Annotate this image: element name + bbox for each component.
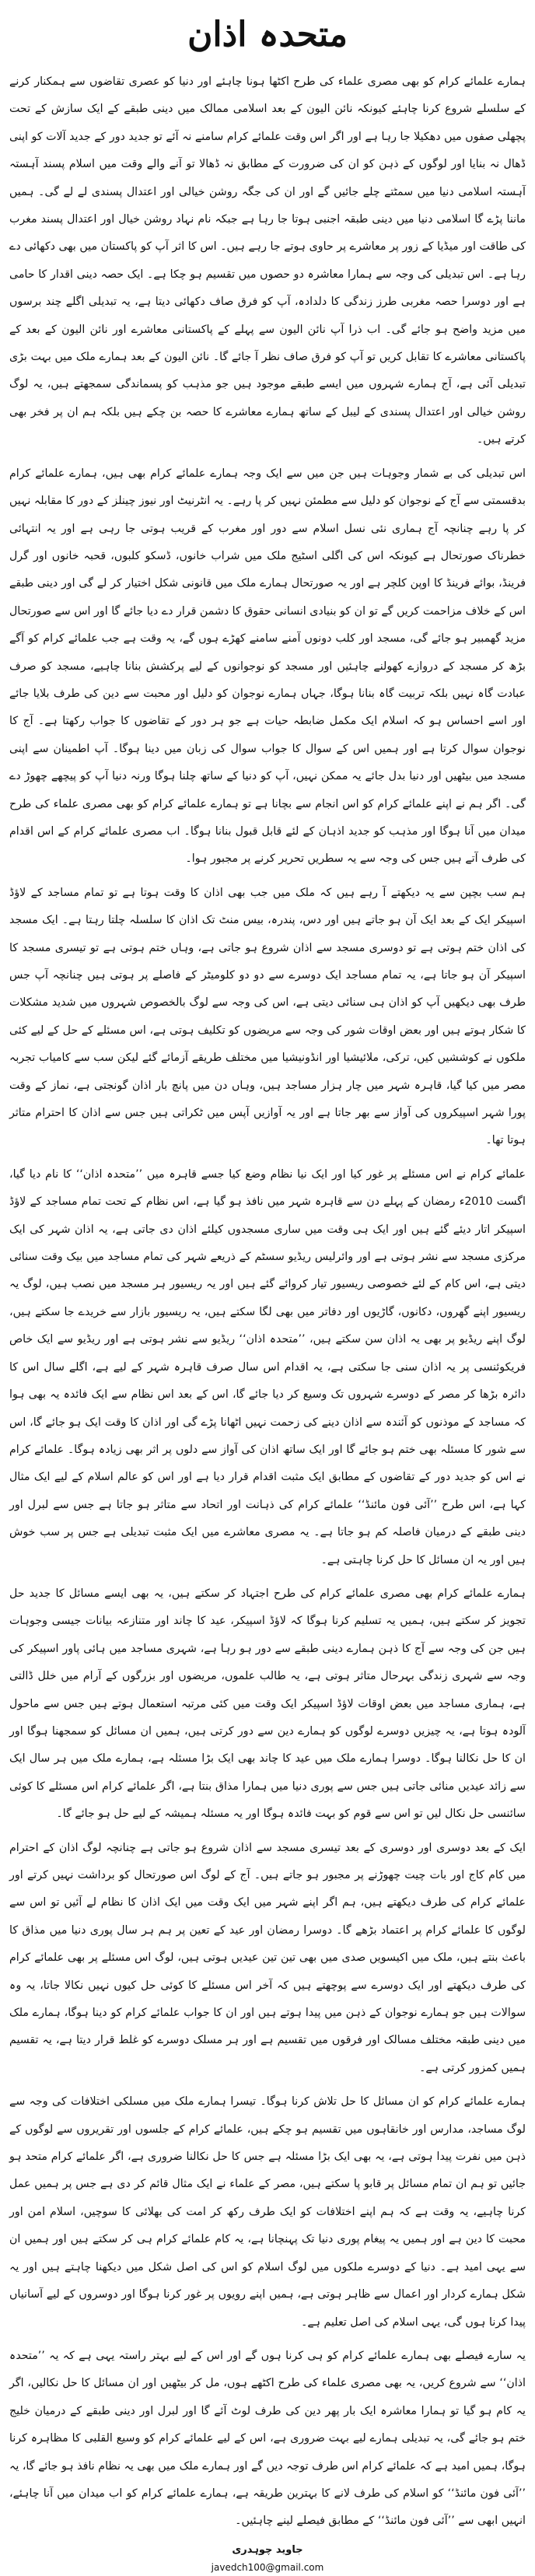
paragraph-7: ہمارے علمائے کرام کو ان مسائل کا حل تلاش کرنا ہوگا۔ تیسرا ہمارے ملک میں مسلکی اختلافات کی وجہ سے لوگ مساجد، مدارس اور خانقاہوں میں تقسیم ہو چکے ہیں، علمائے کرام کے جلسوں اور تقریروں سے لوگوں کے ذہن میں نفرت پیدا ہوتی ہے، یہ بھی ایک بڑا مسئلہ ہے جس کا حل نکالنا ضروری ہے، اگر علمائے کرام متحد ہو جائیں تو ہم ان تمام مسائل پر قابو پا سکتے ہیں، مصر کے علماء نے ایک مثال قائم کر دی ہے جس پر ہمیں عمل کرنا چاہیے، یہ وقت ہے کہ ہم اپنے اختلافات کو ایک طرف رکھ کر امت کی بھلائی کا سوچیں، اسلام امن اور محبت کا دین ہے اور ہمیں یہ پیغام پوری دنیا تک پہنچانا ہے، یہ کام علمائے کرام ہی کر سکتے ہیں اور ہمیں ان سے یہی امید ہے۔ دنیا کے دوسرے ملکوں میں لوگ اسلام کو اس کی اصل شکل میں دیکھنا چاہتے ہیں اور یہ شکل ہمارے کردار اور اعمال سے ظاہر ہوتی ہے، ہمیں اپنے رویوں پر غور کرنا ہوگا اور دوسروں کے لیے آسانیاں پیدا کرنا ہوں گی، یہی اسلام کی اصل تعلیم ہے۔ — [9, 2095, 526, 2329]
paragraph-4: علمائے کرام نے اس مسئلے پر غور کیا اور ایک نیا نظام وضع کیا جسے قاہرہ میں ’’متحدہ اذان‘‘ کا نام دیا گیا، اگست 2010ء رمضان کے پہلے دن سے قاہرہ شہر میں نافذ ہو گیا ہے، اس نظام کے تحت تمام مساجد کے لاؤڈ اسپیکر اتار دیئے گئے ہیں اور ایک ہی وقت میں ساری مسجدوں کیلئے اذان دی جاتی ہے، یہ اذان شہر کی ایک مرکزی مسجد سے نشر ہوتی ہے اور وائرلیس ریڈیو سسٹم کے ذریعے شہر کی تمام مساجد میں بیک وقت سنائی دیتی ہے، اس کام کے لئے خصوصی ریسیور تیار کروائے گئے ہیں اور یہ ریسیور ہر مسجد میں نصب ہیں، لوگ یہ ریسیور اپنے گھروں، دکانوں، گاڑیوں اور دفاتر میں بھی لگا سکتے ہیں، یہ ریسیور بازار سے خریدے جا سکتے ہیں، لوگ اپنے ریڈیو پر بھی یہ اذان سن سکتے ہیں، ’’متحدہ اذان‘‘ ریڈیو سے نشر ہوتی ہے اور ریڈیو سے ایک خاص فریکوئنسی پر یہ اذان سنی جا سکتی ہے، یہ اقدام اس سال صرف قاہرہ شہر کے لیے ہے، اگلے سال اس کا دائرہ بڑھا کر مصر کے دوسرے شہروں تک وسیع کر دیا جائے گا، اس کے بعد اس نظام سے ایک فائدہ یہ بھی ہوا کہ مساجد کے موذنوں کو آئندہ سے اذان دینے کی زحمت نہیں اٹھانا پڑے گی اور اذان کا وقت ایک ہو جائے گا، اس سے شور کا مسئلہ بھی ختم ہو جائے گا اور ایک ساتھ اذان کی آواز سے دلوں پر اثر بھی زیادہ ہوگا۔ علمائے کرام نے اس کو جدید دور کے تقاضوں کے مطابق ایک مثبت اقدام قرار دیا ہے اور اس کو عالم اسلام کے لیے ایک مثال کہا ہے، اس طرح ’’آئی فون مائنڈ‘‘ علمائے کرام کی ذہانت اور اتحاد سے متاثر ہو جاتا ہے جس سے لبرل اور دینی طبقے کے درمیان فاصلہ کم ہو جاتا ہے۔ یہ مصری معاشرے میں ایک مثبت تبدیلی ہے جس پر سب خوش ہیں اور یہ ان مسائل کا حل کرنا چاہتی ہے۔ — [9, 1167, 526, 1566]
column-title: متحدہ اذان — [187, 14, 348, 54]
paragraph-3: ہم سب بچپن سے یہ دیکھتے آ رہے ہیں کہ ملک میں جب بھی اذان کا وقت ہوتا ہے تو تمام مساجد کے لاؤڈ اسپیکر ایک کے بعد ایک آن ہو جاتے ہیں اور دس، پندرہ، بیس منٹ تک اذان کا سلسلہ چلتا رہتا ہے۔ ایک مسجد کی اذان ختم ہوتی ہے تو دوسری مسجد سے اذان شروع ہو جاتی ہے، وہاں ختم ہوتی ہے تو تیسری مسجد کا اسپیکر آن ہو جاتا ہے، یہ تمام مساجد ایک دوسرے سے دو دو کلومیٹر کے فاصلے پر ہوتی ہیں چنانچہ آپ جس طرف بھی دیکھیں آپ کو اذان ہی سنائی دیتی ہے، اس کی وجہ سے لوگ بالخصوص شہروں میں شدید مشکلات کا شکار ہوتے ہیں اور بعض اوقات شور کی وجہ سے مریضوں کو تکلیف ہوتی ہے، اس مسئلے کے حل کے لیے کئی ملکوں نے کوششیں کیں، ترکی، ملائیشیا اور انڈونیشیا میں مختلف طریقے آزمائے گئے لیکن سب سے کامیاب تجربہ مصر میں کیا گیا، قاہرہ شہر میں چار ہزار مساجد ہیں، وہاں دن میں پانچ بار اذان گونجتی ہے، نماز کے وقت پورا شہر اسپیکروں کی آواز سے بھر جاتا ہے اور یہ آوازیں آپس میں ٹکراتی ہیں جس سے اذان کا احترام متاثر ہوتا تھا۔ — [9, 886, 526, 1147]
author-name: جاوید چوہدری — [232, 2543, 303, 2556]
paragraph-6: ایک کے بعد دوسری اور دوسری کے بعد تیسری مسجد سے اذان شروع ہو جاتی ہے چنانچہ لوگ اذان کے احترام میں کام کاج اور بات چیت چھوڑنے پر مجبور ہو جاتے ہیں۔ آج کے لوگ اس صورتحال کو برداشت نہیں کرتے اور علمائے کرام کی طرف دیکھتے ہیں، ہم اگر اپنے شہر میں ایک وقت میں ایک اذان کا نظام لے آئیں تو اس سے لوگوں کا علمائے کرام پر اعتماد بڑھے گا۔ دوسرا رمضان اور عید کے تعین پر ہم ہر سال پوری دنیا میں مذاق کا باعث بنتے ہیں، ملک میں اکیسویں صدی میں بھی تین تین عیدیں ہوتی ہیں، لوگ اس مسئلے پر بھی علمائے کرام کی طرف دیکھتے اور ایک دوسرے سے پوچھتے ہیں کہ آخر اس مسئلے کا کوئی حل کیوں نہیں نکالا جاتا، یہ وہ سوالات ہیں جو ہمارے نوجوان کے ذہن میں پیدا ہوتے ہیں اور ان کا جواب علمائے کرام کو دینا ہوگا، ہمارے ملک میں دینی طبقہ مختلف مسالک اور فرقوں میں تقسیم ہے اور ہر مسلک دوسرے کو غلط قرار دیتا ہے، یہ تقسیم ہمیں کمزور کرتی ہے۔ — [9, 1841, 526, 2074]
author-email[interactable]: javedch100@gmail.com — [211, 2561, 324, 2573]
paragraph-8: یہ سارے فیصلے بھی ہمارے علمائے کرام کو ہی کرنا ہوں گے اور اس کے لیے بہتر راستہ یہی ہے کہ یہ ’’متحدہ اذان‘‘ سے شروع کریں، یہ بھی مصری علماء کی طرح اکٹھے ہوں، مل کر بیٹھیں اور ان مسائل کا حل نکالیں، اگر یہ کام ہو گیا تو ہمارا معاشرہ ایک بار پھر دین کی طرف لوٹ آئے گا اور لبرل اور دینی طبقے کے درمیان خلیج ختم ہو جائے گی، یہ تبدیلی ہمارے لیے بہت ضروری ہے، اس کے لیے علمائے کرام کو وسیع القلبی کا مظاہرہ کرنا ہوگا، ہمیں امید ہے کہ علمائے کرام اس طرف توجہ دیں گے اور ہمارے ملک میں بھی یہ نظام نافذ ہو جائے گا، یہ ’’آئی فون مائنڈ‘‘ کو اسلام کی طرف لانے کا بہترین طریقہ ہے، ہمارے علمائے کرام کو اب میدان میں آنا چاہئے، انہیں ابھی سے ’’آئی فون مائنڈ‘‘ کے مطابق فیصلے لینے چاہئیں۔ — [9, 2349, 526, 2528]
author-signature — [9, 2542, 526, 2576]
paragraph-5: ہمارے علمائے کرام بھی مصری علمائے کرام کی طرح اجتہاد کر سکتے ہیں، یہ بھی ایسے مسائل کا جدید حل تجویز کر سکتے ہیں، ہمیں یہ تسلیم کرنا ہوگا کہ لاؤڈ اسپیکر، عید کا چاند اور متنازعہ بیانات جیسی وجوہات ہیں جن کی وجہ سے آج کا ذہن ہمارے دینی طبقے سے دور ہو رہا ہے، شہری مساجد میں ہائی پاور اسپیکر کی وجہ سے شہری زندگی بہرحال متاثر ہوتی ہے، یہ طالب علموں، مریضوں اور بزرگوں کے آرام میں خلل ڈالتی ہے، ہماری مساجد میں بعض اوقات لاؤڈ اسپیکر ایک وقت میں کئی مرتبہ استعمال ہوتے ہیں جس سے ماحول آلودہ ہوتا ہے، یہ چیزیں دوسرے لوگوں کو ہمارے دین سے دور کرتی ہیں، ہمیں ان مسائل کو سمجھنا ہوگا اور ان کا حل نکالنا ہوگا۔ دوسرا ہمارے ملک میں عید کا چاند بھی ایک بڑا مسئلہ ہے، ہمارے ملک میں ہر سال ایک سے زائد عیدیں منائی جاتی ہیں جس سے پوری دنیا میں ہمارا مذاق بنتا ہے، اگر علمائے کرام اس مسئلے کا کوئی سائنسی حل نکال لیں تو اس سے قوم کو بہت فائدہ ہوگا اور یہ مسئلہ ہمیشہ کے لیے حل ہو جائے گا۔ — [9, 1587, 526, 1821]
paragraph-1: ہمارے علمائے کرام کو بھی مصری علماء کی طرح اکٹھا ہونا چاہئے اور دنیا کو عصری تقاضوں سے ہمکنار کرنے کے سلسلے شروع کرنا چاہئے کیونکہ نائن الیون کے بعد اسلامی ممالک میں دینی طبقے کے ایک سازش کے تحت پچھلی صفوں میں دھکیلا جا رہا ہے اور اگر اس وقت علمائے کرام سامنے نہ آئے تو جدید دور کے جدید آلات کو اپنی ڈھال نہ بنایا اور لوگوں کے ذہن کو ان کی ضرورت کے مطابق نہ ڈھالا تو آنے والے وقت میں اسلام پسند آہستہ آہستہ اسلامی دنیا میں سمٹتے چلے جائیں گے اور ان کی جگہ روشن خیالی اور اعتدال پسندی لے لے گی۔ ہمیں ماننا پڑے گا اسلامی دنیا میں دینی طبقہ اجنبی ہوتا جا رہا ہے جبکہ نام نہاد روشن خیال اور اعتدال پسند مغرب کی طاقت اور میڈیا کے زور پر معاشرے پر حاوی ہوتے جا رہے ہیں۔ اس کا اثر آپ کو پاکستان میں بھی دکھائی دے رہا ہے۔ اس تبدیلی کی وجہ سے ہمارا معاشرہ دو حصوں میں تقسیم ہو چکا ہے۔ ایک حصہ دینی اقدار کا حامی ہے اور دوسرا حصہ مغربی طرز زندگی کا دلدادہ، آپ کو فرق صاف دکھائی دیتا ہے، یہ تبدیلی اگلے چند برسوں میں مزید واضح ہو جائے گی۔ اب ذرا آپ نائن الیون سے پہلے کے پاکستانی معاشرے اور نائن الیون کے بعد کے پاکستانی معاشرے کا تقابل کریں تو آپ کو فرق صاف نظر آ جائے گا۔ نائن الیون کے بعد ہمارے ملک میں بہت بڑی تبدیلی آئی ہے، آج ہمارے شہروں میں ایسے طبقے موجود ہیں جو مذہب کو پسماندگی سمجھتے ہیں، یہ لوگ روشن خیالی اور اعتدال پسندی کے لیبل کے ساتھ ہمارے معاشرے کا حصہ بن چکے ہیں بلکہ ہم ان پر فخر بھی کرتے ہیں۔ — [9, 75, 526, 446]
paragraph-2: اس تبدیلی کی بے شمار وجوہات ہیں جن میں سے ایک وجہ ہمارے علمائے کرام بھی ہیں، ہمارے علمائے کرام بدقسمتی سے آج کے نوجوان کو دلیل سے مطمئن نہیں کر پا رہے۔ یہ انٹرنیٹ اور نیوز چینلز کے دور کا مقابلہ نہیں کر پا رہے چنانچہ آج ہماری نئی نسل اسلام سے دور اور مغرب کے قریب ہوتی جا رہی ہے اور یہ انتہائی خطرناک صورتحال ہے کیونکہ اس کی اگلی اسٹیج ملک میں شراب خانوں، ڈسکو کلبوں، قحبہ خانوں اور گرل فرینڈ، بوائے فرینڈ کا اوپن کلچر ہے اور یہ صورتحال ہمارے ملک میں قانونی شکل اختیار کر لے گی اور دینی طبقے اس کے خلاف مزاحمت کریں گے تو ان کو بنیادی انسانی حقوق کا دشمن قرار دے دیا جائے گا اور اس سے صورتحال مزید گھمبیر ہو جائے گی، مسجد اور کلب دونوں آمنے سامنے کھڑے ہوں گے، یہ وقت ہے جب علمائے کرام کو آگے بڑھ کر مسجد کے دروازے کھولنے چاہئیں اور مسجد کو نوجوانوں کے لیے پرکشش بنانا چاہیے، مسجد کو صرف عبادت گاہ نہیں بلکہ تربیت گاہ بنانا ہوگا، جہاں ہمارے نوجوان کو دلیل اور محبت سے دین کی طرف بلایا جائے اور اسے احساس ہو کہ اسلام ایک مکمل ضابطہ حیات ہے جو ہر دور کے تقاضوں کا جواب رکھتا ہے۔ آج کا نوجوان سوال کرتا ہے اور ہمیں اس کے سوال کا جواب سوال کی زبان میں دینا ہوگا۔ آپ اطمینان سے اپنی مسجد میں بیٹھیں اور دنیا بدل جائے یہ ممکن نہیں، آپ کو دنیا کے ساتھ چلنا ہوگا ورنہ دنیا آپ کو پیچھے چھوڑ دے گی۔ اگر ہم نے اپنے علمائے کرام کو اس انجام سے بچانا ہے تو ہمارے علمائے کرام کو بھی مصری علماء کی طرح میدان میں آنا ہوگا اور مذہب کو جدید اذہان کے لئے قابل قبول بنانا ہوگا۔ اب مصری علمائے کرام کے اس اقدام کی طرف آتے ہیں جس کی وجہ سے یہ سطریں تحریر کرنے پر مجبور ہوا۔ — [9, 467, 526, 866]
article-body — [9, 68, 526, 2536]
